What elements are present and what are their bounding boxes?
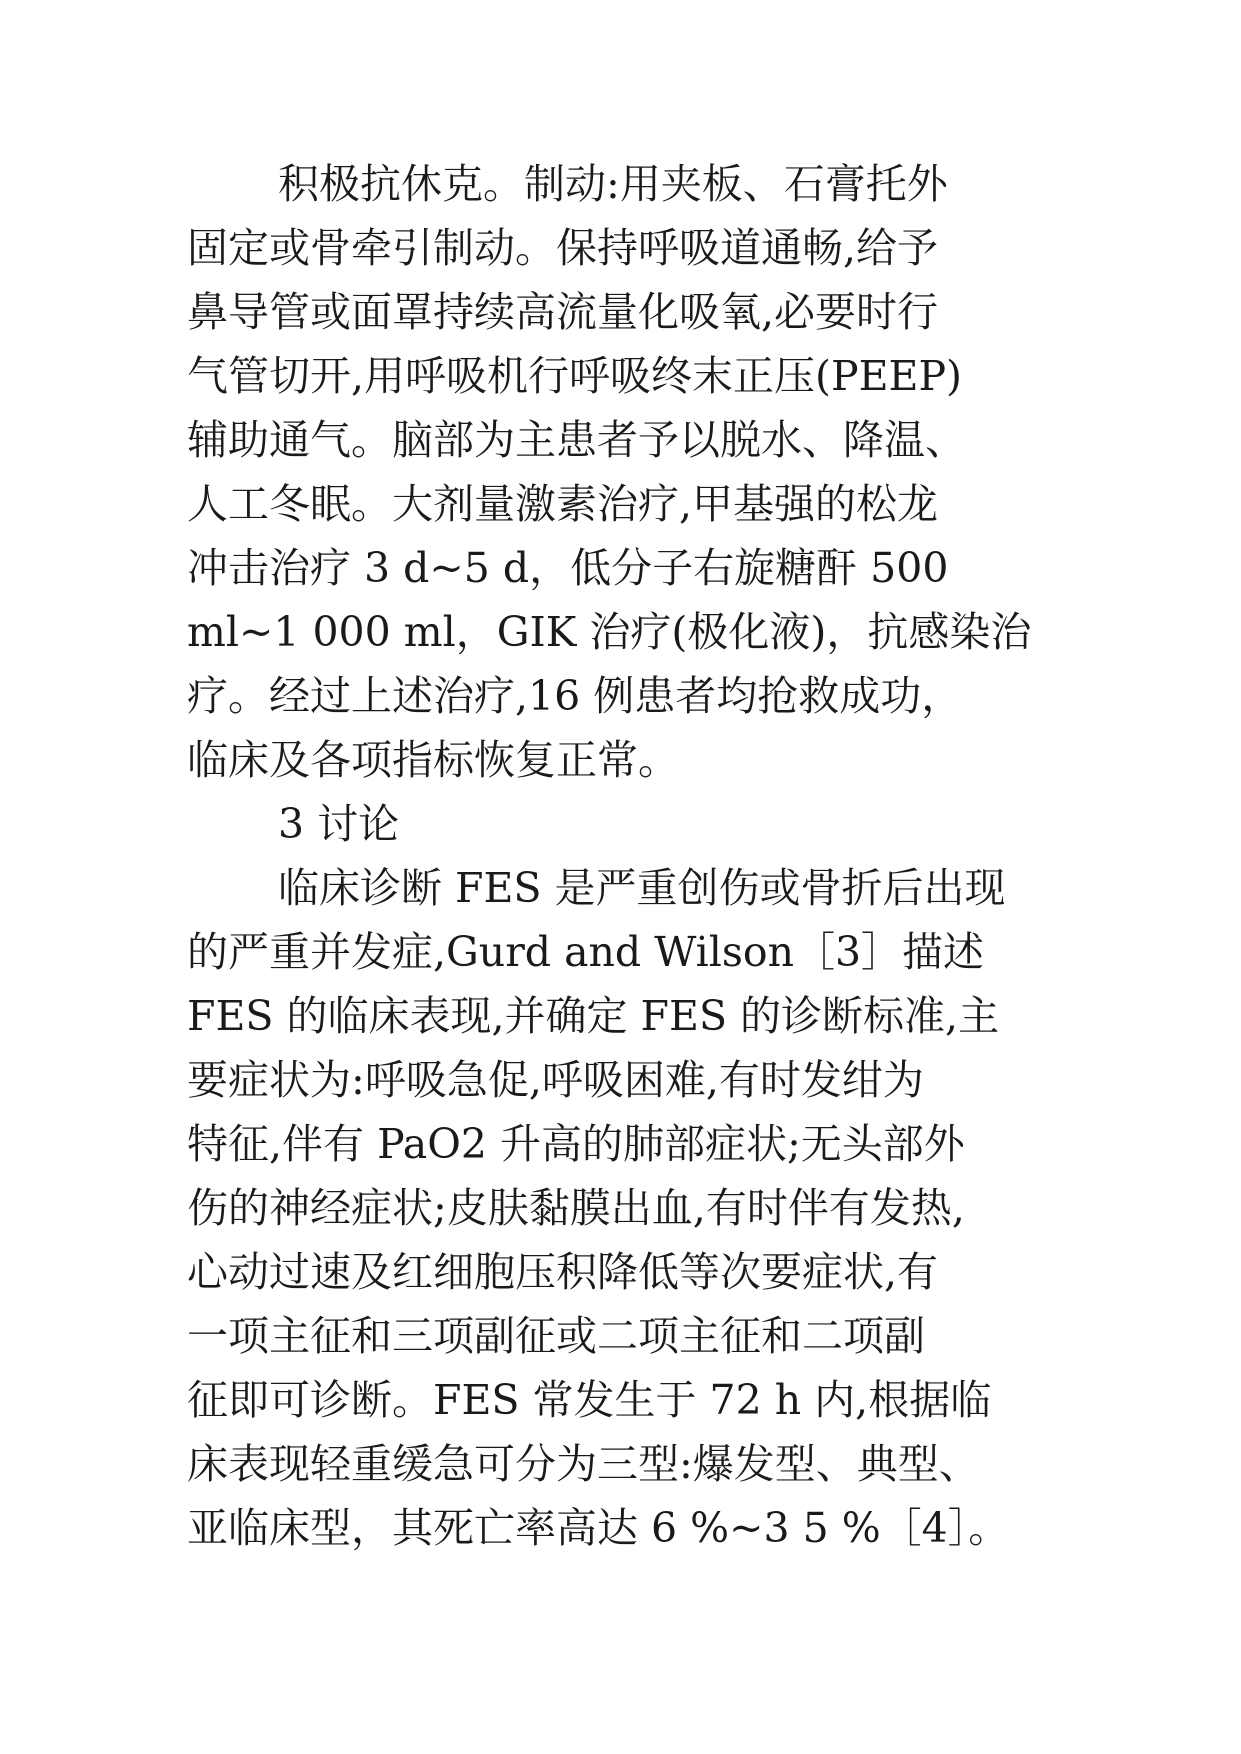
text-line: 的严重并发症,Gurd and Wilson［3］描述 (187, 928, 985, 976)
text-line: 临床诊断 FES 是严重创伤或骨折后出现 (278, 864, 1006, 912)
text-line: ml~1 000 ml，GIK 治疗(极化液)，抗感染治 (187, 608, 1032, 656)
text-line: 征即可诊断。FES 常发生于 72 h 内,根据临 (187, 1376, 992, 1424)
section-heading: 3 讨论 (278, 800, 400, 848)
text-line: 要症状为:呼吸急促,呼吸困难,有时发绀为 (187, 1056, 924, 1104)
text-line: 临床及各项指标恢复正常。 (187, 736, 679, 784)
text-line: 伤的神经症状;皮肤黏膜出血,有时伴有发热, (187, 1184, 965, 1232)
text-line: 气管切开,用呼吸机行呼吸终末正压(PEEP) (187, 352, 963, 400)
text-line: 辅助通气。脑部为主患者予以脱水、降温、 (187, 416, 966, 464)
text-line: 亚临床型，其死亡率高达 6 %~3 5 %［4］。 (187, 1504, 1010, 1552)
text-line: 鼻导管或面罩持续高流量化吸氧,必要时行 (187, 288, 939, 336)
text-line: 心动过速及红细胞压积降低等次要症状,有 (187, 1248, 939, 1296)
text-line: 床表现轻重缓急可分为三型:爆发型、典型、 (187, 1440, 980, 1488)
text-line: 积极抗休克。制动:用夹板、石膏托外 (278, 160, 948, 208)
text-line: 固定或骨牵引制动。保持呼吸道通畅,给予 (187, 224, 939, 272)
text-line: 疗。经过上述治疗,16 例患者均抢救成功， (187, 672, 963, 720)
text-line: FES 的临床表现,并确定 FES 的诊断标准,主 (187, 992, 1000, 1040)
text-line: 人工冬眠。大剂量激素治疗,甲基强的松龙 (187, 480, 939, 528)
text-line: 一项主征和三项副征或二项主征和二项副 (187, 1312, 925, 1360)
text-line: 特征,伴有 PaO2 升高的肺部症状;无头部外 (187, 1120, 965, 1168)
text-line: 冲击治疗 3 d~5 d，低分子右旋糖酐 500 (187, 544, 949, 592)
